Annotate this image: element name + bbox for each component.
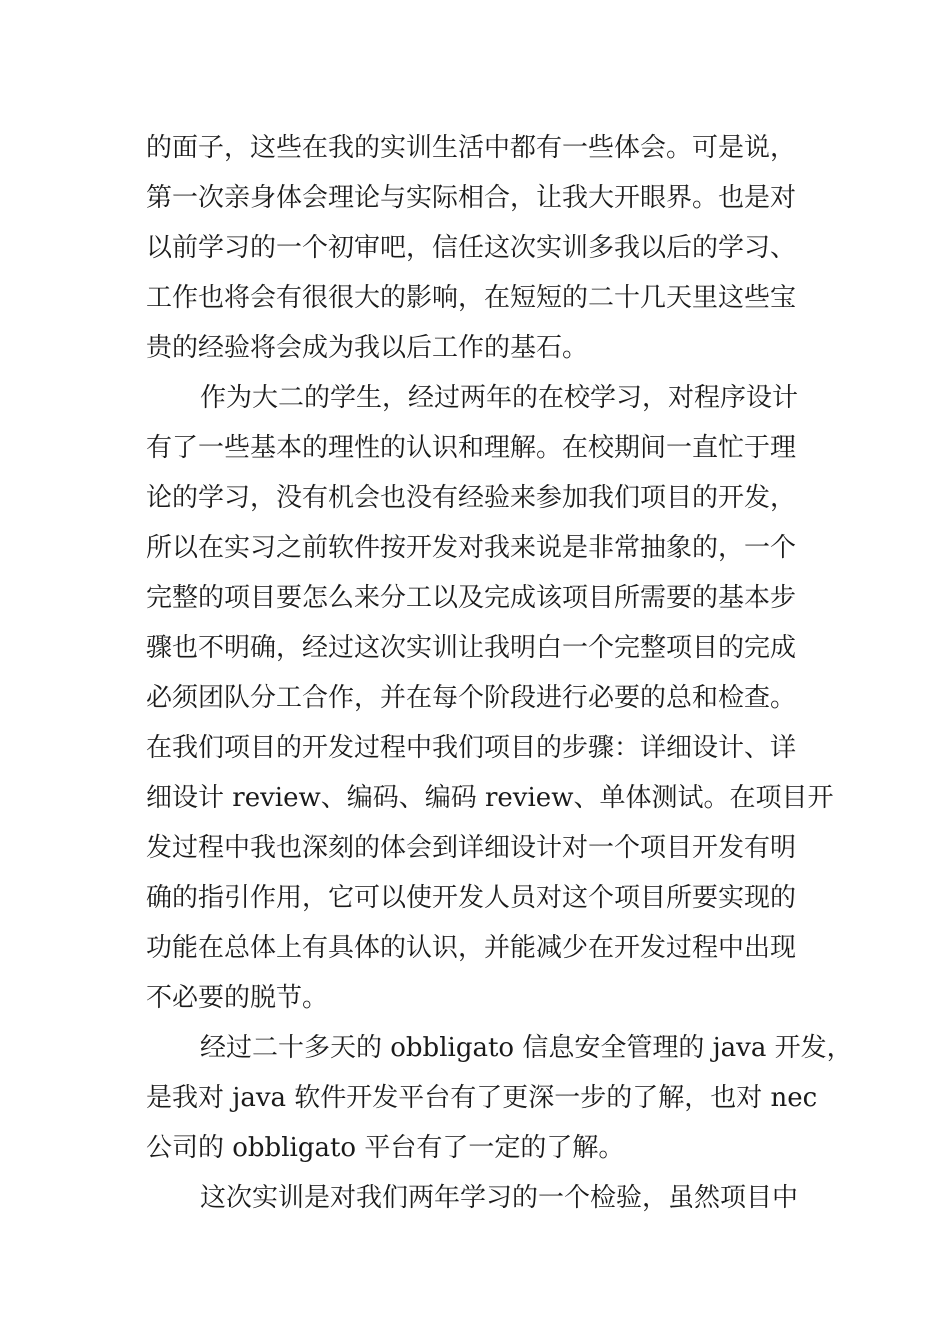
text-line: 发过程中我也深刻的体会到详细设计对一个项目开发有明 xyxy=(146,833,797,863)
text-line: 细设计 review、编码、编码 review、单体测试。在项目开 xyxy=(146,783,834,813)
text-line: 这次实训是对我们两年学习的一个检验，虽然项目中 xyxy=(200,1183,799,1213)
text-line: 论的学习，没有机会也没有经验来参加我们项目的开发， xyxy=(146,483,797,513)
text-line: 贵的经验将会成为我以后工作的基石。 xyxy=(146,333,589,363)
text-line: 确的指引作用，它可以使开发人员对这个项目所要实现的 xyxy=(146,883,797,913)
text-line: 以前学习的一个初审吧，信任这次实训多我以后的学习、 xyxy=(146,233,797,263)
text-line: 经过二十多天的 obbligato 信息安全管理的 java 开发， xyxy=(200,1033,853,1063)
text-line: 作为大二的学生，经过两年的在校学习，对程序设计 xyxy=(200,383,799,413)
text-line: 在我们项目的开发过程中我们项目的步骤：详细设计、详 xyxy=(146,733,797,763)
text-line: 完整的项目要怎么来分工以及完成该项目所需要的基本步 xyxy=(146,583,797,613)
text-line: 有了一些基本的理性的认识和理解。在校期间一直忙于理 xyxy=(146,433,797,463)
text-line: 第一次亲身体会理论与实际相合，让我大开眼界。也是对 xyxy=(146,183,797,213)
text-line: 是我对 java 软件开发平台有了更深一步的了解，也对 nec xyxy=(146,1083,818,1113)
text-line: 工作也将会有很很大的影响，在短短的二十几天里这些宝 xyxy=(146,283,797,313)
text-line: 的面子，这些在我的实训生活中都有一些体会。可是说， xyxy=(146,133,797,163)
text-line: 所以在实习之前软件按开发对我来说是非常抽象的，一个 xyxy=(146,533,797,563)
text-line: 功能在总体上有具体的认识，并能减少在开发过程中出现 xyxy=(146,933,797,963)
text-line: 骤也不明确，经过这次实训让我明白一个完整项目的完成 xyxy=(146,633,797,663)
text-line: 必须团队分工合作，并在每个阶段进行必要的总和检查。 xyxy=(146,683,797,713)
text-line: 公司的 obbligato 平台有了一定的了解。 xyxy=(146,1133,625,1163)
text-line: 不必要的脱节。 xyxy=(146,983,329,1013)
